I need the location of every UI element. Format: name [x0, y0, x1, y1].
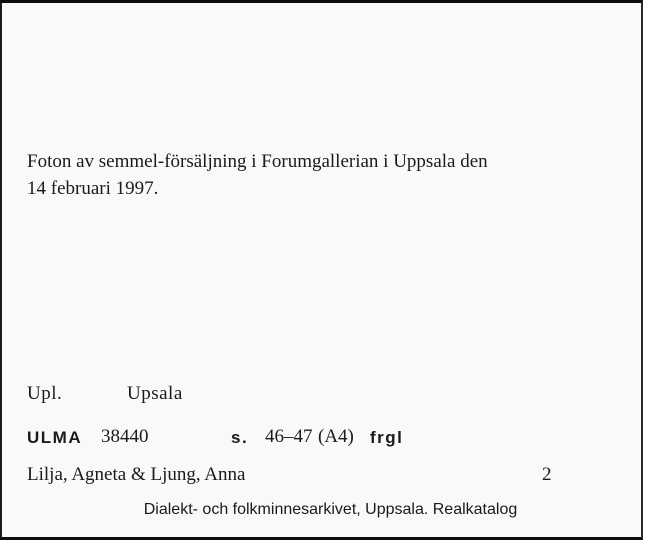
place-label: Upsala	[127, 383, 183, 404]
pages-label: s.	[231, 428, 249, 447]
archive-code: ULMA	[27, 428, 83, 447]
author-names: Lilja, Agneta & Ljung, Anna	[27, 464, 246, 485]
province-label: Upl.	[27, 383, 63, 404]
paper-format: (A4)	[318, 426, 354, 447]
archive-row	[27, 426, 627, 450]
description	[27, 148, 617, 202]
description-line-2: 14 februari 1997.	[27, 178, 159, 199]
author-count: 2	[542, 464, 552, 485]
page-margin	[0, 540, 645, 548]
archive-number: 38440	[101, 426, 149, 447]
archive-footer: Dialekt- och folkminnesarkivet, Uppsala. Realkatalog	[143, 501, 518, 518]
description-line-1: Foton av semmel-försäljning i Forumgallerian i Uppsala den	[27, 151, 488, 172]
pages-range: 46–47	[265, 426, 313, 447]
material-type: frgl	[370, 428, 404, 447]
